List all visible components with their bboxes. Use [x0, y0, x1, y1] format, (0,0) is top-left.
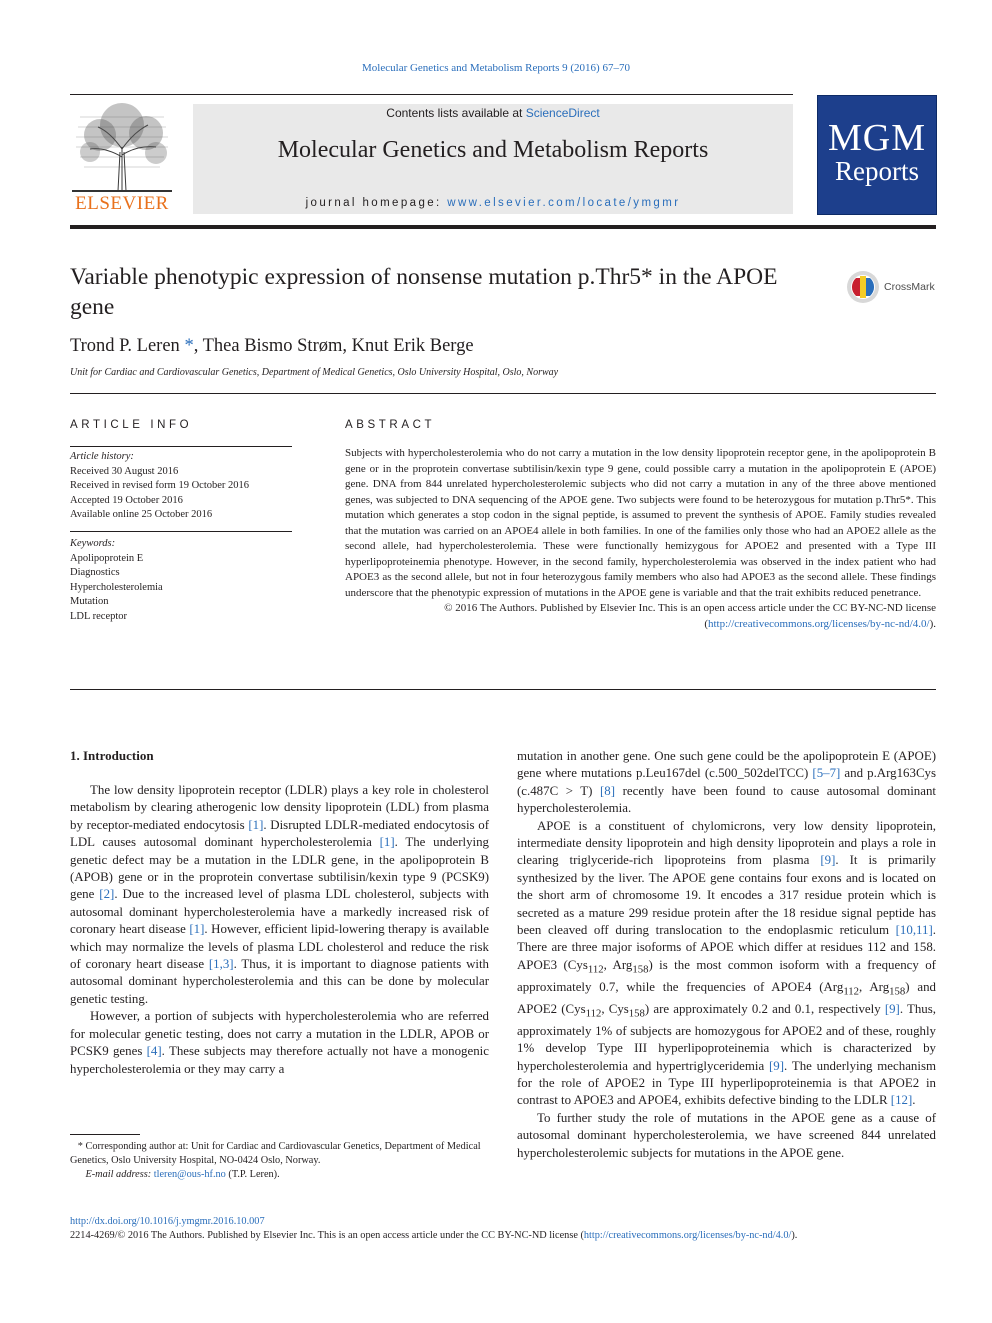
intro-paragraph: To further study the role of mutations in the APOE gene as a cause of autosomal dominant hypercholesterolemia, we have screened 844 unrelated hypercholesterolemic subjects for mutations in the APOE gene.	[517, 1110, 936, 1160]
history-label: Article history:	[70, 451, 134, 462]
author-name: Trond P. Leren	[70, 336, 180, 356]
article-title: Variable phenotypic expression of nonsense mutation p.Thr5* in the APOE gene	[70, 264, 778, 320]
crossmark-badge[interactable]	[846, 270, 938, 304]
keyword: Hypercholesterolemia	[70, 581, 163, 593]
doi[interactable]	[70, 1216, 265, 1227]
citation-link[interactable]: [12]	[890, 1093, 913, 1108]
header-thick-rule	[70, 225, 936, 229]
corresponding-author-mark[interactable]: *	[184, 336, 194, 356]
citation-link[interactable]: [4]	[146, 1044, 162, 1059]
keyword: Diagnostics	[70, 567, 120, 578]
homepage-link[interactable]: www.elsevier.com/locate/ymgmr	[447, 197, 681, 209]
crossmark-label: CrossMark	[884, 281, 935, 293]
intro-paragraph: APOE is a constituent of chylomicrons, very low density lipoprotein, intermediate density lipoprotein and high density lipoprotein and plays a role in clearing triglyceride-rich lipoproteins from plasma [9]. It is primarily synthesized by the liver. The APOE gene contains four exons and is located on the short arm of chromosome 19. It encodes a 317 residue protein which is secreted as a mature 299 residue protein after the 18 residue signal peptide has been cleaved off during translocation to the endoplasmic reticulum [10,11]. There are three major isoforms of APOE which differ at residues 112 and 158. APOE3 (Cys$_{112}$, Arg$_{158}$) is the most common isoform with a frequency of approximately 0.7, while the frequencies of APOE4 (Arg$_{112}$, Arg$_{158}$) and APOE2 (Cys$_{112}$, Cys$_{158}$) are approximately 0.2 and 0.1, respectively [9]. Thus, approximately 1% of subjects are homozygous for APOE2 and of these, roughly 1% develop Type III hyperlipoproteinemia which is characterized by hypercholesterolemia and hypertriglyceridemia [9]. The underlying mechanism for the role of APOE2 in Type III hyperlipoproteinemia is that APOE2 in contrast to APOE3 and APOE4, exhibits defective binding to the LDLR [12].	[517, 818, 936, 1108]
citation-link[interactable]: [2]	[99, 887, 115, 902]
history-item: Accepted 19 October 2016	[70, 494, 183, 506]
abstract-heading: ABSTRACT	[345, 419, 436, 431]
journal-cover-thumbnail[interactable]	[817, 95, 937, 215]
footer-license-link[interactable]: http://creativecommons.org/licenses/by-nc-nd/4.0/	[583, 1230, 792, 1241]
citation-link[interactable]: [9]	[820, 853, 836, 868]
article-info-heading: ARTICLE INFO	[70, 419, 193, 431]
doi-link[interactable]: http://dx.doi.org/10.1016/j.ymgmr.2016.10.007	[70, 1216, 265, 1227]
keywords-label: Keywords:	[70, 538, 116, 549]
article-history	[70, 450, 300, 523]
author-names-rest: , Thea Bismo Strøm, Knut Erik Berge	[193, 336, 474, 356]
keyword: Apolipoprotein E	[70, 552, 144, 564]
citation-link[interactable]: [1,3]	[208, 957, 234, 972]
article-info-rule	[70, 446, 292, 447]
citation-link[interactable]: [5–7]	[812, 766, 841, 781]
abstract-body	[345, 446, 936, 632]
elsevier-tree-icon	[70, 97, 174, 193]
journal-homepage	[193, 197, 793, 209]
citation-link[interactable]: [8]	[600, 783, 616, 798]
history-item: Received in revised form 19 October 2016	[70, 480, 250, 491]
contents-prefix: Contents lists available at	[386, 106, 526, 120]
copyright-text: © 2016 The Authors. Published by Elsevier Inc. This is an open access article under the CC BY-NC-ND license	[444, 602, 936, 614]
citation-link[interactable]: [9]	[769, 1058, 785, 1073]
footnote-rule	[70, 1134, 140, 1135]
elsevier-wordmark: ELSEVIER	[75, 193, 169, 214]
intro-paragraph: However, a portion of subjects with hypercholesterolemia who are referred for molecular genetic testing, does not carry a mutation in the LDLR, APOB or PCSK9 genes [4]. These subjects may therefore actually not have a monogenic hypercholesterolemia or they may carry a	[70, 1009, 489, 1076]
keywords	[70, 537, 300, 624]
body-column-right	[517, 748, 936, 1162]
footnote	[70, 1140, 492, 1183]
citation-link[interactable]: [10,11]	[895, 923, 933, 938]
abstract-text: Subjects with hypercholesterolemia who do not carry a mutation in the low density lipoprotein receptor gene, in the apolipoprotein B gene or in the proprotein convertase subtilisin/kexin type 9 gene, could possible carry a mutation in the apolipoprotein E (APOE) gene. DNA from 844 unrelated hypercholesterolemic subjects who did not carry a mutation in any of the three above mentioned genes, was subjected to DNA sequencing of the APOE gene. Two subjects were found to be heterozygous for mutation p.Thr5*. This mutation which generates a stop codon in the signal peptide, is assumed to prevent the synthesis of APOE. Family studies revealed that the mutation was carried on an APOE4 allele in both families. In one of the families only those who had an APOE2 allele as the second allele, had hypercholesterolemia. These were functionally hemizygous for APOE2 and presented with a Type III hyperlipoproteinemia phenotype. However, in the second family, hypercholesterolemia was observed in the index patient who had APOE3 as the second allele, but not in four heterozygous family members who also had APOE3 as the second allele. These findings underscore that the phenotypic expression of mutations in the APOE gene is variable and that the trait exhibits reduced penetrance.	[345, 447, 936, 599]
keyword: LDL receptor	[70, 610, 128, 622]
history-item: Available online 25 October 2016	[70, 509, 213, 520]
crossmark-icon	[846, 270, 880, 304]
citation-link[interactable]: [1]	[189, 922, 205, 937]
intro-paragraph-continued: mutation in another gene. One such gene could be the apolipoprotein E (APOE) gene where mutations p.Leu167del (c.500_502delTCC) [5–7] and p.Arg163Cys (c.487C > T) [8] recently have been found to cause autosomal dominant hypercholesterolemia.	[517, 749, 937, 816]
abstract-license-link[interactable]: http://creativecommons.org/licenses/by-nc-nd/4.0/	[707, 617, 930, 630]
keywords-rule	[70, 531, 292, 532]
corresponding-author-note: * Corresponding author at: Unit for Cardiac and Cardiovascular Genetics, Department of Medical Genetics, Oslo University Hospital, NO-0424 Oslo, Norway.	[70, 1141, 481, 1167]
title-rule	[70, 393, 936, 394]
journal-reference[interactable]	[0, 62, 992, 74]
section-heading-introduction: 1. Introduction	[70, 748, 154, 763]
citation-link[interactable]: [1]	[379, 835, 395, 850]
author-list	[70, 336, 474, 357]
affiliation: Unit for Cardiac and Cardiovascular Genetics, Department of Medical Genetics, Oslo University Hospital, Oslo, Norway	[70, 367, 559, 378]
keyword: Mutation	[70, 596, 109, 607]
body-column-left	[70, 782, 489, 1078]
cover-mgm-text: MGM	[827, 117, 927, 159]
journal-name: Molecular Genetics and Metabolism Reports	[277, 137, 709, 163]
homepage-label: journal homepage:	[305, 197, 448, 209]
elsevier-logo	[70, 97, 174, 215]
citation-link[interactable]: [1]	[248, 817, 264, 832]
abstract-copyright: © 2016 The Authors. Published by Elsevier Inc. This is an open access article under the CC BY-NC-ND license (http://creativecommons.org/licenses/by-nc-nd/4.0/).	[444, 602, 936, 630]
journal-banner	[193, 104, 793, 214]
sciencedirect-link[interactable]: ScienceDirect	[525, 106, 600, 120]
abstract-rule-bottom	[70, 689, 936, 690]
journal-reference-link[interactable]: Molecular Genetics and Metabolism Reports 9 (2016) 67–70	[362, 62, 630, 74]
history-item: Received 30 August 2016	[70, 465, 179, 477]
email-note: E-mail address: tleren@ous-hf.no (T.P. Leren).	[85, 1169, 280, 1181]
email-link[interactable]: tleren@ous-hf.no	[153, 1169, 226, 1181]
citation-link[interactable]: [9]	[884, 1001, 900, 1016]
contents-line	[193, 106, 793, 120]
intro-paragraph: The low density lipoprotein receptor (LDLR) plays a key role in cholesterol metabolism by clearing atherogenic low density lipoprotein (LDL) from plasma by receptor-mediated endocytosis [1]. Disrupted LDLR-mediated endocytosis of LDL causes autosomal dominant hypercholesterolemia [1]. The underlying genetic defect may be a mutation in the LDLR gene, in the apolipoprotein B (APOB) gene or in the proprotein convertase subtilisin/kexin type 9 (PCSK9) gene [2]. Due to the increased level of plasma LDL cholesterol, subjects with autosomal dominant hypercholesterolemia have a markedly increased risk of coronary heart disease [1]. However, efficient lipid-lowering therapy is available which may normalize the levels of plasma LDL cholesterol and reduce the risk of coronary heart disease [1,3]. Thus, it is important to diagnose patients with autosomal dominant hypercholesterolemia and this can be done by molecular genetic testing.	[70, 783, 490, 1006]
license-line: 2214-4269/© 2016 The Authors. Published by Elsevier Inc. This is an open access article under the CC BY-NC-ND license (http://creativecommons.org/licenses/by-nc-nd/4.0/).	[70, 1230, 798, 1241]
cover-reports-text: Reports	[835, 156, 919, 186]
header-top-rule	[70, 94, 793, 95]
